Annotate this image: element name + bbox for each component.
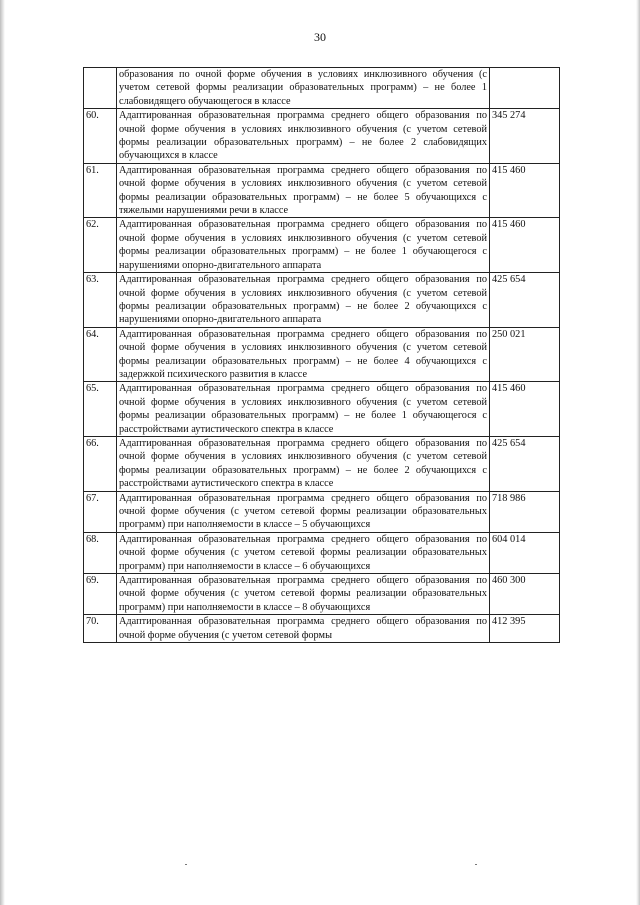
normative-amount (490, 68, 560, 109)
program-description-text: Адаптированная образовательная программа среднего общего образования по очной форме обучения в условиях инклюзивного обучения (с учетом сетевой формы реализации образовательных программ) – не более 1 обучающегося с нарушениями опорно-двигательного аппарата (119, 219, 487, 271)
normative-amount: 250 021 (490, 327, 560, 382)
program-description-text: образования по очной форме обучения в условиях инклюзивного обучения (с учетом сетевой формы реализации образовательных программ) – не более 1 слабовидящего обучающегося в классе (119, 69, 487, 107)
normative-amount: 415 460 (490, 382, 560, 437)
program-description (117, 532, 490, 573)
row-number: 70. (84, 615, 117, 643)
table-row (84, 68, 560, 109)
program-description-text: Адаптированная образовательная программа среднего общего образования по очной форме обучения (с учетом сетевой формы (119, 616, 487, 641)
program-description (117, 574, 490, 615)
table-row (84, 532, 560, 573)
table-row (84, 273, 560, 328)
program-description-text: Адаптированная образовательная программа среднего общего образования по очной форме обучения (с учетом сетевой формы реализации образовательных программ) при наполняемости в классе – 6 обучающихся (119, 533, 487, 572)
normative-amount: 345 274 (490, 109, 560, 164)
row-number: 63. (84, 273, 117, 328)
footer-mark-right (475, 864, 477, 865)
row-number: 65. (84, 382, 117, 437)
row-number: 66. (84, 436, 117, 491)
program-description (117, 68, 490, 109)
row-number (84, 68, 117, 109)
program-description-text: Адаптированная образовательная программа среднего общего образования по очной форме обучения в условиях инклюзивного обучения (с учетом сетевой формы реализации образовательных программ) – не более 4 обучающихся с задержкой психического развития в классе (119, 328, 487, 380)
normative-amount: 718 986 (490, 491, 560, 532)
program-description-text: Адаптированная образовательная программа среднего общего образования по очной форме обучения в условиях инклюзивного обучения (с учетом сетевой формы реализации образовательных программ) – не более 2 слабовидящих обучающихся в классе (119, 110, 487, 162)
table-row (84, 491, 560, 532)
table-row (84, 109, 560, 164)
program-description-text: Адаптированная образовательная программа среднего общего образования по очной форме обучения в условиях инклюзивного обучения (с учетом сетевой формы реализации образовательных программ) – не более 1 обучающегося с расстройствами аутистического спектра в классе (119, 383, 487, 435)
program-description-text: Адаптированная образовательная программа среднего общего образования по очной форме обучения (с учетом сетевой формы реализации образовательных программ) при наполняемости в классе – 5 обучающихся (119, 492, 487, 531)
program-description (117, 218, 490, 273)
table-row (84, 615, 560, 643)
program-description-text: Адаптированная образовательная программа среднего общего образования по очной форме обучения (с учетом сетевой формы реализации образовательных программ) при наполняемости в классе – 8 обучающихся (119, 575, 487, 613)
row-number: 67. (84, 491, 117, 532)
program-description (117, 163, 490, 218)
row-number: 68. (84, 532, 117, 573)
table-row (84, 218, 560, 273)
row-number: 62. (84, 218, 117, 273)
page-number: 30 (314, 30, 326, 44)
normative-amount: 425 654 (490, 436, 560, 491)
normative-amount: 415 460 (490, 163, 560, 218)
table-row (84, 574, 560, 615)
table-row (84, 163, 560, 218)
program-description (117, 491, 490, 532)
normative-amount: 460 300 (490, 574, 560, 615)
scan-edge-right (636, 0, 640, 905)
row-number: 64. (84, 327, 117, 382)
program-description (117, 436, 490, 491)
row-number: 69. (84, 574, 117, 615)
row-number: 60. (84, 109, 117, 164)
normative-amount: 415 460 (490, 218, 560, 273)
table-row (84, 436, 560, 491)
table-row (84, 327, 560, 382)
program-description (117, 109, 490, 164)
program-description (117, 382, 490, 437)
funding-table (83, 67, 560, 643)
normative-amount: 412 395 (490, 615, 560, 643)
table-body (84, 68, 560, 643)
normative-amount: 425 654 (490, 273, 560, 328)
row-number: 61. (84, 163, 117, 218)
table-row (84, 382, 560, 437)
program-description-text: Адаптированная образовательная программа среднего общего образования по очной форме обучения в условиях инклюзивного обучения (с учетом сетевой формы реализации образовательных программ) – не более 5 обучающихся с тяжелыми нарушениями речи в классе (119, 164, 487, 217)
program-description-text: Адаптированная образовательная программа среднего общего образования по очной форме обучения в условиях инклюзивного обучения (с учетом сетевой формы реализации образовательных программ) – не более 2 обучающихся с нарушениями опорно-двигательного аппарата (119, 274, 487, 326)
program-description-text: Адаптированная образовательная программа среднего общего образования по очной форме обучения в условиях инклюзивного обучения (с учетом сетевой формы реализации образовательных программ) – не более 2 обучающихся с расстройствами аутистического спектра в классе (119, 437, 487, 490)
normative-amount: 604 014 (490, 532, 560, 573)
program-description (117, 273, 490, 328)
program-description (117, 327, 490, 382)
footer-mark-left (185, 864, 187, 865)
program-description (117, 615, 490, 643)
scan-edge-left (0, 0, 5, 905)
